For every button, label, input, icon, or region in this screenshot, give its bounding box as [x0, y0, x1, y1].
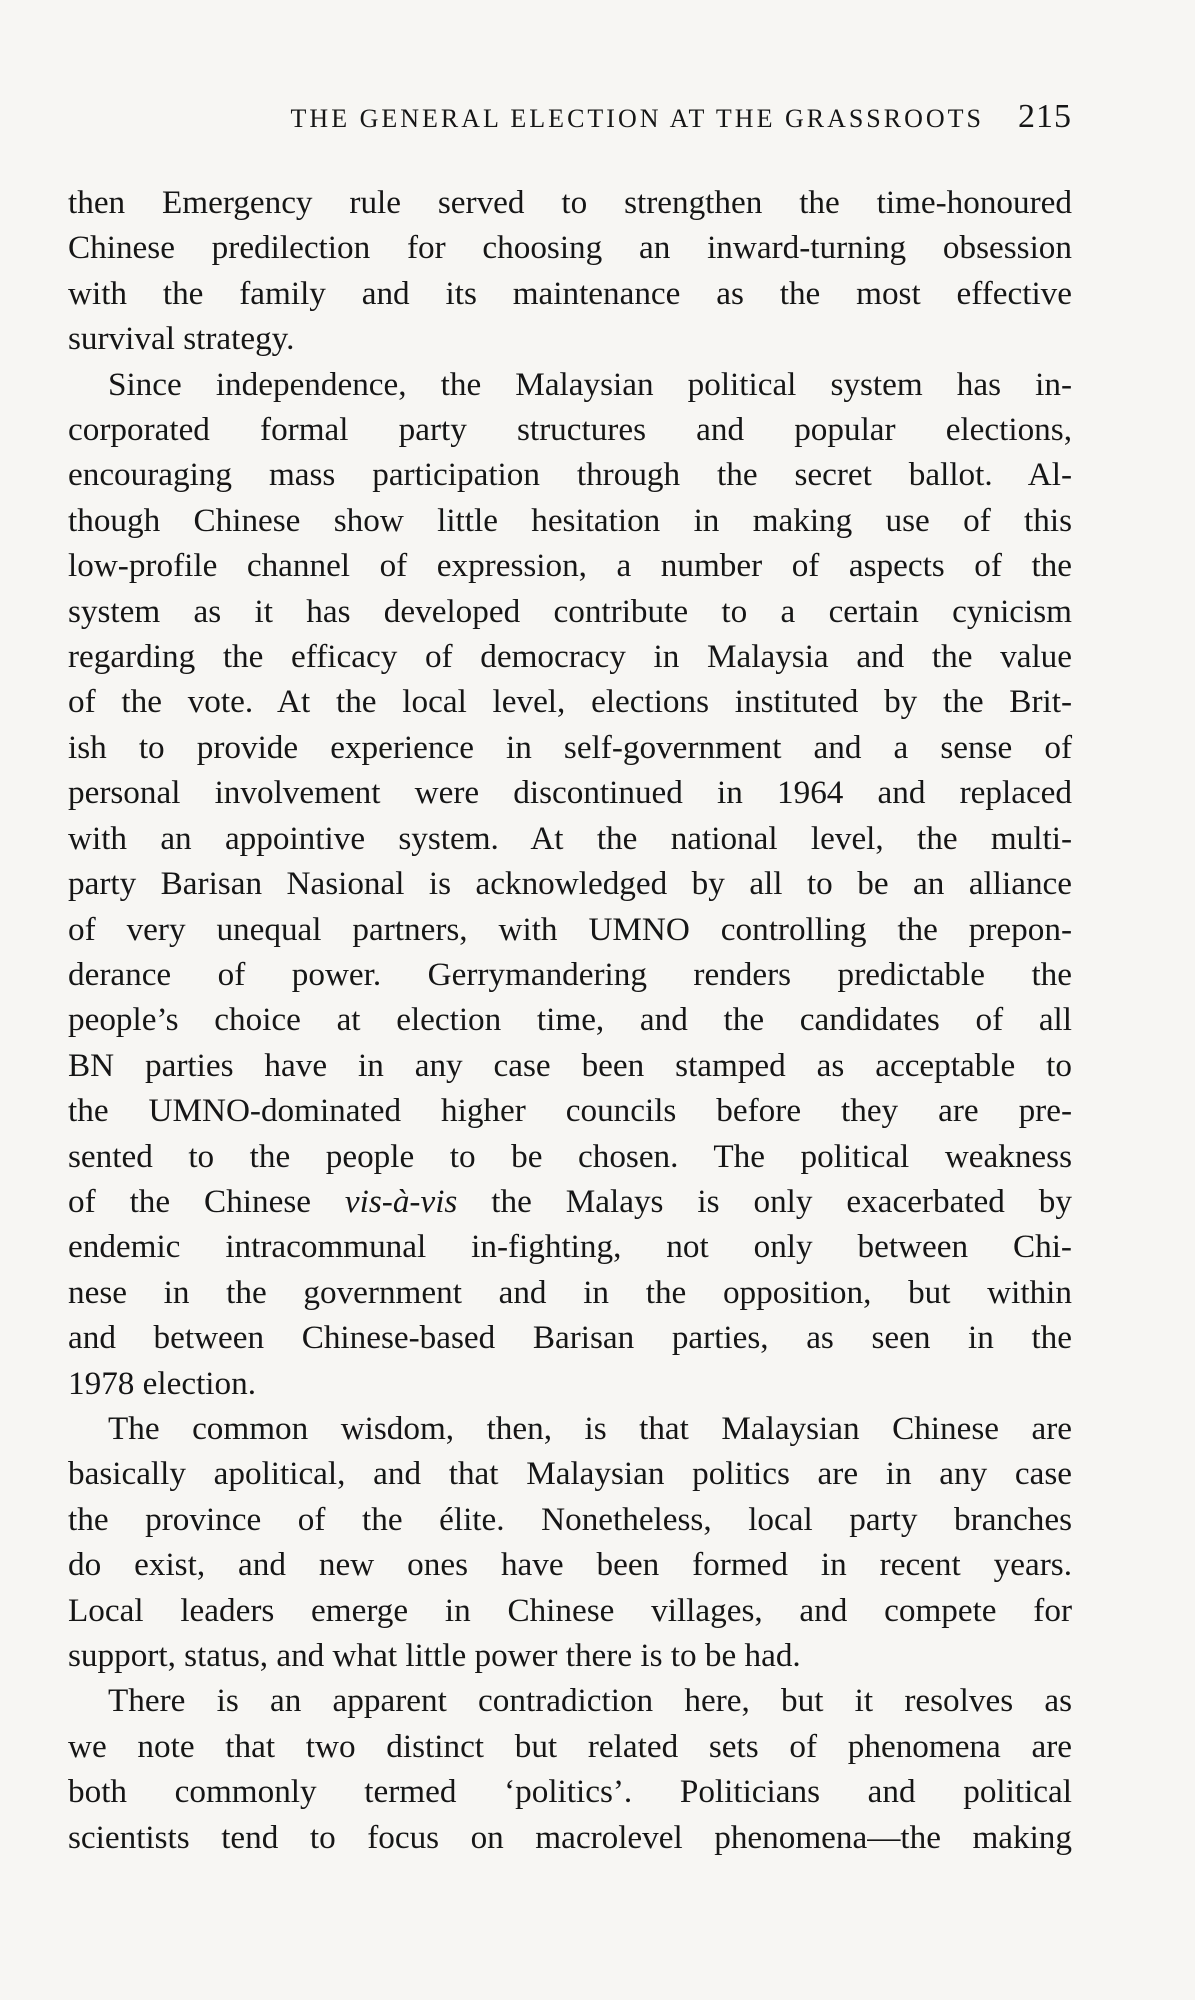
paragraph-1: [68, 180, 1072, 362]
text-line: system as it has developed contribute to a certain cynicism: [68, 592, 1072, 630]
text-line: people’s choice at election time, and the candidates of all: [68, 1001, 1072, 1039]
text-line: scientists tend to focus on macrolevel phenomena—the making: [68, 1818, 1072, 1856]
text-line: support, status, and what little power there is to be had.: [68, 1637, 801, 1674]
text-line: ish to provide experience in self-government and a sense of: [68, 728, 1072, 766]
text-line: basically apolitical, and that Malaysian politics are in any case: [68, 1455, 1072, 1493]
text-line: then Emergency rule served to strengthen the time-honoured: [68, 184, 1072, 221]
text-line: Chinese predilection for choosing an inward-turning obsession: [68, 229, 1072, 267]
italic-phrase: vis-à-vis: [344, 1182, 458, 1220]
text-line: regarding the efficacy of democracy in Malaysia and the value: [68, 638, 1072, 676]
text-line: Local leaders emerge in Chinese villages, and compete for: [68, 1591, 1072, 1629]
text-line: sented to the people to be chosen. The political weakness: [68, 1137, 1072, 1175]
text-line: derance of power. Gerrymandering renders predictable the: [68, 955, 1072, 993]
paragraph-4: [68, 1678, 1072, 1860]
body-text: [68, 180, 1072, 1860]
text-line: both commonly termed ‘politics’. Politicians and political: [68, 1773, 1072, 1811]
text-line: BN parties have in any case been stamped as acceptable to: [68, 1046, 1072, 1084]
text-line: and between Chinese-based Barisan parties, as seen in the: [68, 1319, 1072, 1357]
text-line: with an appointive system. At the national level, the multi-: [68, 819, 1072, 857]
text-line: low-profile channel of expression, a number of aspects of the: [68, 547, 1072, 585]
text-line: 1978 election.: [68, 1364, 257, 1402]
text-line: personal involvement were discontinued in 1964 and replaced: [68, 774, 1072, 812]
text-line: the province of the élite. Nonetheless, local party branches: [68, 1500, 1072, 1538]
book-page: [68, 98, 1072, 1860]
text-line: survival strategy.: [68, 320, 295, 358]
text-line: The common wisdom, then, is that Malaysian Chinese are: [108, 1409, 1072, 1447]
text-line: endemic intracommunal in-fighting, not only between Chi-: [68, 1228, 1072, 1266]
text-line: though Chinese show little hesitation in making use of this: [68, 501, 1072, 539]
running-title: THE GENERAL ELECTION AT THE GRASSROOTS: [290, 104, 984, 133]
text-line-italic-phrase: of the Chinese vis-à-vis the Malays is only exacerbated by: [68, 1182, 1072, 1220]
text-line: Since independence, the Malaysian political system has in-: [108, 365, 1072, 403]
text-line: nese in the government and in the opposition, but within: [68, 1273, 1072, 1311]
text-line: party Barisan Nasional is acknowledged by all to be an alliance: [68, 865, 1072, 903]
text-line: with the family and its maintenance as the most effective: [68, 274, 1072, 312]
text-line: we note that two distinct but related sets of phenomena are: [68, 1727, 1072, 1765]
text-line: do exist, and new ones have been formed in recent years.: [68, 1546, 1072, 1584]
running-head: [68, 98, 1072, 150]
text-line: corporated formal party structures and popular elections,: [68, 411, 1072, 449]
text-line: encouraging mass participation through the secret ballot. Al-: [68, 456, 1072, 494]
paragraph-3: [68, 1406, 1072, 1678]
text-line: of the vote. At the local level, elections instituted by the Brit-: [68, 683, 1072, 721]
text-line: the UMNO-dominated higher councils before they are pre-: [68, 1092, 1072, 1130]
text-line: of very unequal partners, with UMNO controlling the prepon-: [68, 910, 1072, 948]
paragraph-2: [68, 362, 1072, 1406]
page-number: 215: [1018, 98, 1072, 135]
text-line: There is an apparent contradiction here, but it resolves as: [108, 1682, 1072, 1720]
